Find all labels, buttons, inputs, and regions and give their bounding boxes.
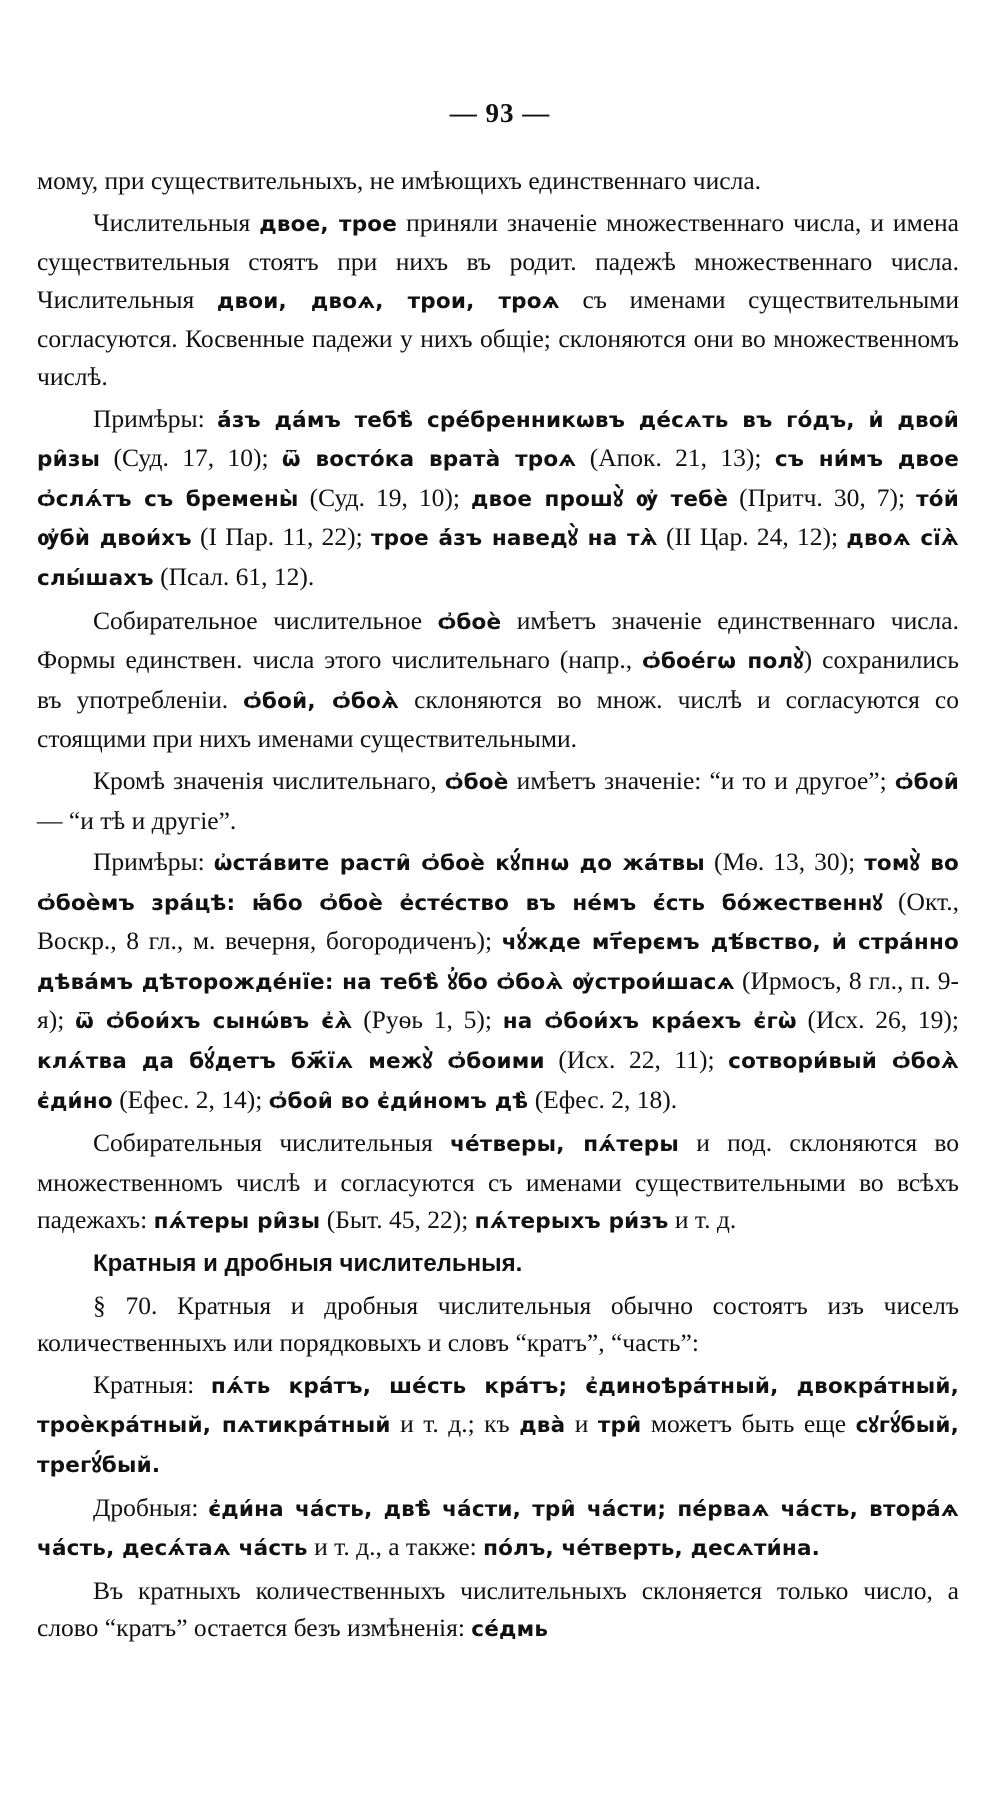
church-slavonic-quote: два̀ (519, 1413, 566, 1439)
paragraph-group-multiplicative (37, 1287, 959, 1649)
text-run: (Руѳь 1, 5); (352, 1005, 503, 1035)
church-slavonic-quote: двои, двоѧ, трои, троѧ (216, 288, 560, 314)
paragraph (37, 1366, 959, 1485)
text-run: Примѣры: (93, 403, 218, 433)
church-slavonic-quote: ѻ҆бои̑ (894, 769, 960, 795)
church-slavonic-quote: двоѧ сїѧ̀ слы́шахъ (37, 526, 959, 591)
text-run: Примѣры: (93, 847, 214, 877)
church-slavonic-quote: пѧ́ть кра́тъ, ше́сть кра́тъ; є҆диноѣра́тный, двокра́тный, троѐкра́тный, пѧтикра́тный (37, 1373, 960, 1439)
text-run: Въ кратныхъ количественныхъ числительныхъ склоняется только число, а слово “кратъ” остается безъ измѣненія: (37, 1575, 959, 1643)
paragraph (37, 602, 959, 758)
text-run: (Притч. 30, 7); (728, 482, 917, 512)
church-slavonic-quote: се́дмь (471, 1617, 549, 1643)
church-slavonic-quote: ѻ҆боѐ (444, 769, 509, 795)
church-slavonic-quote: по́лъ, че́тверть, десѧти́на. (483, 1536, 821, 1562)
text-run: Дробныя: (93, 1492, 209, 1522)
paragraph (37, 1287, 959, 1362)
church-slavonic-quote: сотвори́вый ѻ҆боѧ̀ є҆ди́но (37, 1049, 959, 1114)
text-run: склоняются во множ. числѣ и согласуются со стоящими при нихъ именами существительными. (37, 684, 959, 754)
text-run: можетъ быть еще (641, 1409, 856, 1439)
church-slavonic-quote: двое прошꙋ̀ ѹ҆ тебѐ (470, 486, 729, 512)
text-run: (I Пар. 11, 22); (191, 522, 371, 552)
paragraph (37, 1572, 959, 1649)
text-run: имѣетъ значеніе: “и то и другое”; (508, 765, 895, 795)
paragraph (37, 400, 959, 598)
church-slavonic-quote: съ ни́мъ двое ѻ҆слѧ́тъ съ бремены̀ (37, 447, 959, 512)
text-run: (Окт., Воскр., 8 гл., м. вечерня, богородиченъ); (37, 886, 959, 956)
text-run: съ именами существительными согласуются. Косвенные падежи у нихъ общіе; склоняются они во множественномъ числѣ. (37, 284, 959, 391)
church-slavonic-quote: томꙋ̀ во ѻ҆боѐмъ зра́цѣ: ꙗ҆́бо ѻ҆боѐ е҆сте́ство въ не́мъ є҆́сть бо́жественнꙋ (37, 851, 959, 916)
paragraph (37, 162, 959, 200)
church-slavonic-quote: двое, трое (259, 211, 398, 237)
church-slavonic-quote: че́тверы, пѧ́теры (450, 1132, 680, 1158)
text-run: имѣетъ значеніе единственнаго числа. Формы единствен. числа этого числительнаго (напр., (37, 605, 959, 675)
text-run: (Ирмосъ, 8 гл., п. 9-я); (37, 965, 959, 1035)
church-slavonic-quote: є҆ди́на ча́сть, двѣ̀ ча́сти, три̑ ча́сти; пе́рваѧ ча́сть, втора́ѧ ча́сть, десѧ́таѧ ча́сть (37, 1496, 959, 1562)
page-body (37, 162, 959, 1653)
text-run: (Суд. 17, 10); (100, 443, 282, 473)
text-run: Кромѣ значенія числительнаго, (93, 765, 445, 795)
church-slavonic-quote: а҆́зъ да́мъ тебѣ̀ сре́бренникѡвъ де́сѧть въ го́дъ, и҆ двои̑ ри̑зы (37, 407, 959, 473)
text-run: (Апок. 21, 13); (576, 443, 775, 473)
text-run: (Псал. 61, 12). (153, 561, 315, 591)
church-slavonic-quote: на ѻ҆бои́хъ кра́ехъ є҆гѡ̀ (502, 1009, 797, 1035)
paragraph (37, 204, 959, 396)
church-slavonic-quote: ѻ҆бое́гѡ полꙋ̀ (642, 649, 804, 675)
section-heading: Кратныя и дробныя числительныя. (93, 1250, 523, 1278)
text-run: (Быт. 45, 22); (320, 1205, 475, 1235)
text-run: и т. д. (668, 1205, 737, 1235)
church-slavonic-quote: ѿ ѻ҆бои́хъ сынѡ́въ є҆ѧ̀ (75, 1009, 353, 1035)
text-run: (Исх. 26, 19); (796, 1005, 959, 1035)
church-slavonic-quote: ѻ҆боѐ (437, 609, 502, 635)
church-slavonic-quote: пѧ́теры ри̑зы (153, 1209, 321, 1235)
paragraph-group-numerals (37, 162, 959, 1241)
church-slavonic-quote: пѧ́терыхъ ри́зъ (474, 1209, 669, 1235)
church-slavonic-quote: сꙋгꙋ́бый, трегꙋ́бый. (37, 1413, 959, 1478)
church-slavonic-quote: то́й ѹ҆бѝ двои́хъ (37, 486, 959, 552)
text-run: Кратныя: (93, 1369, 211, 1399)
paragraph (37, 762, 959, 839)
church-slavonic-quote: ѡ҆ста́вите расти̑ ѻ҆боѐ кꙋ́пнѡ до жа́твы (213, 851, 705, 877)
church-slavonic-quote: трое а҆́зъ наведꙋ̀ на тѧ̀ (370, 526, 658, 552)
church-slavonic-quote: ѿ восто́ка врата̀ троѧ (281, 447, 577, 473)
paragraph (37, 843, 959, 1120)
text-run: (Ефес. 2, 18). (528, 1084, 678, 1114)
text-run: и т. д.; къ (390, 1409, 520, 1439)
text-run: — “и тѣ и другіе”. (37, 805, 237, 835)
church-slavonic-quote: три̑ (597, 1413, 642, 1439)
text-run: приняли значеніе множественнаго числа, и имена существительныя стоятъ при нихъ въ родит. падежѣ множественнаго числа. Числительныя (37, 207, 959, 314)
text-run: (Исх. 22, 11); (544, 1045, 729, 1075)
text-run: Числительныя (93, 207, 260, 237)
text-run: и т. д., а также: (307, 1532, 484, 1562)
text-run: ) сохранились въ употребленіи. (37, 645, 959, 714)
church-slavonic-quote: чꙋ́жде мт҃ерємъ дѣ́вство, и҆ стра́нно дѣва́мъ дѣторожде́нїе: на тебѣ̀ ꙋ҆бо ѻ҆боѧ̀ ѹ҆строи́шасѧ (37, 930, 959, 995)
page-number: — 93 — (449, 98, 551, 128)
text-run: мому, при существительныхъ, не имѣющихъ единственнаго числа. (37, 166, 762, 195)
text-run: (Суд. 19, 10); (298, 482, 471, 512)
text-run: Собирательныя числительныя (93, 1128, 451, 1158)
text-run: (Ефес. 2, 14); (112, 1084, 269, 1114)
text-run: и (565, 1409, 598, 1439)
paragraph (37, 1489, 959, 1568)
text-run: (Мѳ. 13, 30); (704, 847, 865, 877)
church-slavonic-quote: ѻ҆бои̑ во є҆ди́номъ дѣ̀ (268, 1088, 529, 1114)
text-run: (II Цар. 24, 12); (657, 522, 847, 552)
text-run: и под. склоняются во множественномъ числѣ и согласуются съ именами существительными во всѣхъ падежахъ: (37, 1128, 959, 1235)
church-slavonic-quote: клѧ́тва да бꙋ́детъ бж҃їѧ межꙋ̀ ѻ҆боими (37, 1049, 545, 1075)
text-run: § 70. Кратныя и дробныя числительныя обычно состоятъ изъ чиселъ количественныхъ или порядковыхъ и словъ “кратъ”, “часть”: (37, 1290, 959, 1358)
paragraph (37, 1124, 959, 1241)
church-slavonic-quote: ѻ҆бои̑, ѻ҆боѧ̀ (243, 688, 400, 714)
text-run: Собирательное числительное (93, 605, 438, 635)
